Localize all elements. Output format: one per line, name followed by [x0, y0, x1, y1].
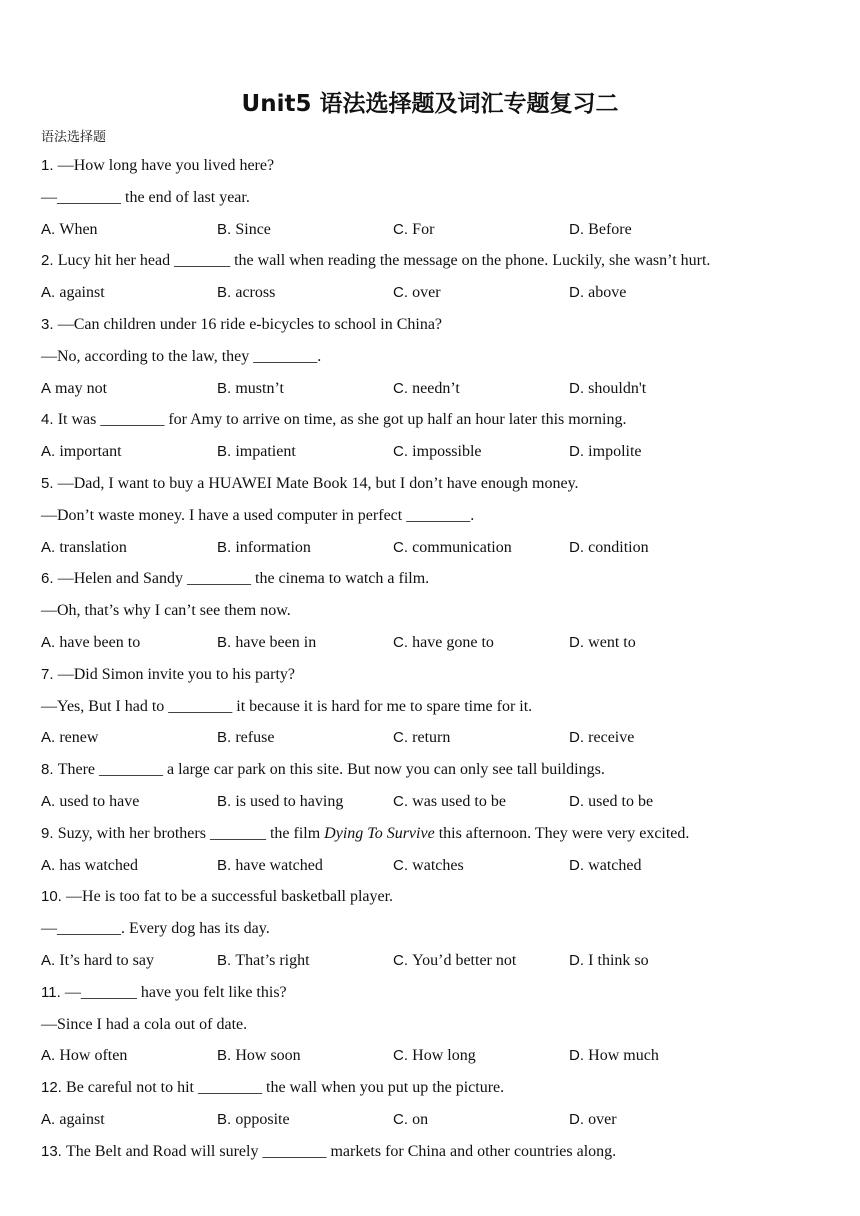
option-d-q1 — [569, 218, 632, 242]
option-letter: D. — [569, 379, 589, 397]
option-text: How soon — [235, 1047, 301, 1065]
stem-text: Suzy, with her brothers _______ the film — [57, 824, 325, 842]
option-text: have been in — [235, 634, 317, 651]
option-text: How much — [588, 1047, 659, 1065]
film-title: Dying To Survive — [324, 824, 435, 842]
question-stem-6 — [41, 567, 429, 591]
option-letter: A. — [41, 538, 60, 556]
stem-text: There ________ a large car park on this site. But now you can only see tall buildings. — [57, 761, 605, 779]
question-stem-13 — [41, 1140, 616, 1164]
stem-text: —Yes, But I had to ________ it because it is hard for me to spare time for it. — [41, 697, 533, 715]
option-d-q4 — [569, 440, 642, 464]
option-d-q6 — [569, 631, 636, 655]
option-letter: B. — [217, 1047, 236, 1065]
question-stem-8 — [41, 758, 605, 782]
option-letter: A. — [41, 793, 60, 810]
option-letter: A. — [41, 220, 60, 238]
stem-text: —________ the end of last year. — [41, 188, 250, 206]
option-d-q9 — [569, 854, 641, 878]
option-letter: D. — [569, 856, 589, 874]
option-letter: A. — [41, 729, 60, 747]
question-line-1 — [41, 186, 250, 210]
option-a-q12 — [41, 1108, 105, 1132]
option-letter: A. — [41, 952, 60, 969]
option-text: impolite — [588, 443, 642, 461]
stem-text: —Oh, that’s why I can’t see them now. — [41, 602, 291, 620]
question-stem-9 — [41, 822, 689, 846]
option-text: against — [59, 284, 105, 302]
option-a-q1 — [41, 218, 98, 242]
option-b-q4 — [217, 440, 296, 464]
question-number: 13. — [41, 1142, 67, 1160]
option-d-q7 — [569, 726, 634, 750]
option-text: receive — [588, 729, 635, 747]
option-text: on — [412, 1111, 429, 1128]
option-text: renew — [59, 729, 99, 747]
stem-text: —________. Every dog has its day. — [41, 920, 270, 938]
option-a-q11 — [41, 1044, 127, 1068]
stem-text: —How long have you lived here? — [57, 157, 275, 174]
option-c-q8 — [393, 790, 506, 814]
option-c-q1 — [393, 218, 434, 242]
question-line-10 — [41, 917, 270, 941]
question-number: 3. — [41, 316, 58, 333]
option-text: is used to having — [235, 793, 344, 810]
option-d-q3 — [569, 377, 646, 401]
option-text: For — [412, 220, 435, 238]
option-c-q12 — [393, 1108, 428, 1132]
stem-text: Be careful not to hit ________ the wall when you put up the picture. — [66, 1079, 505, 1097]
option-text: over — [412, 284, 441, 302]
option-letter: D. — [569, 634, 589, 651]
option-letter: A. — [41, 856, 60, 874]
option-letter: C. — [393, 729, 413, 747]
question-number: 2. — [41, 252, 58, 270]
option-b-q12 — [217, 1108, 290, 1132]
option-a-q3 — [41, 377, 107, 401]
question-number: 1. — [41, 157, 58, 174]
option-letter: B. — [217, 793, 236, 810]
stem-text: —No, according to the law, they ________. — [41, 347, 322, 365]
stem-text: —Helen and Sandy ________ the cinema to watch a film. — [57, 570, 430, 588]
question-stem-10 — [41, 885, 393, 909]
option-text: mustn’t — [235, 379, 284, 397]
option-letter: C. — [393, 856, 413, 874]
option-letter: C. — [393, 443, 413, 461]
option-letter: D. — [569, 538, 589, 556]
option-text: How often — [59, 1047, 128, 1065]
option-text: important — [59, 443, 122, 461]
option-text: have watched — [235, 856, 323, 874]
option-text: translation — [59, 538, 127, 556]
question-line-7 — [41, 695, 532, 719]
option-text: I think so — [588, 952, 649, 969]
option-text: needn’t — [412, 379, 460, 397]
option-letter: B. — [217, 443, 236, 461]
question-line-11 — [41, 1013, 247, 1037]
option-letter: A. — [41, 634, 60, 651]
option-letter: D. — [569, 443, 589, 461]
option-letter: D. — [569, 729, 589, 747]
option-a-q7 — [41, 726, 98, 750]
option-letter: C. — [393, 220, 413, 238]
question-stem-12 — [41, 1076, 504, 1100]
question-number: 6. — [41, 570, 58, 588]
option-letter: C. — [393, 952, 413, 969]
option-text: impatient — [235, 443, 296, 461]
option-d-q5 — [569, 536, 649, 560]
question-number: 9. — [41, 824, 58, 842]
question-number: 5. — [41, 475, 58, 492]
option-a-q8 — [41, 790, 139, 814]
option-b-q8 — [217, 790, 343, 814]
option-b-q9 — [217, 854, 323, 878]
option-text: That’s right — [235, 952, 310, 969]
option-text: You’d better not — [412, 952, 517, 969]
option-letter: B. — [217, 729, 236, 747]
option-letter: B. — [217, 284, 236, 302]
option-a-q9 — [41, 854, 138, 878]
stem-text: —Dad, I want to buy a HUAWEI Mate Book 14, but I don’t have enough money. — [57, 475, 579, 492]
question-number: 10. — [41, 888, 67, 906]
stem-text: —He is too fat to be a successful basketball player. — [66, 888, 394, 906]
option-letter: C. — [393, 1111, 413, 1128]
option-text: opposite — [235, 1111, 290, 1128]
option-b-q11 — [217, 1044, 301, 1068]
option-text: may not — [51, 379, 108, 397]
option-letter: C. — [393, 793, 413, 810]
option-letter: C. — [393, 538, 413, 556]
page-title: Unit5 语法选择题及词汇专题复习二 — [241, 91, 619, 117]
option-text: When — [59, 220, 98, 238]
option-c-q9 — [393, 854, 464, 878]
option-text: shouldn't — [588, 379, 647, 397]
question-number: 8. — [41, 761, 58, 779]
question-stem-2 — [41, 249, 710, 273]
option-c-q11 — [393, 1044, 476, 1068]
option-c-q10 — [393, 949, 516, 973]
option-text: used to be — [588, 793, 654, 810]
question-stem-4 — [41, 408, 626, 432]
option-letter: C. — [393, 284, 413, 302]
question-stem-7 — [41, 663, 295, 687]
option-b-q10 — [217, 949, 310, 973]
option-letter: C. — [393, 379, 413, 397]
option-text: over — [588, 1111, 617, 1128]
question-line-5 — [41, 504, 474, 528]
option-b-q7 — [217, 726, 274, 750]
option-letter: D. — [569, 284, 589, 302]
option-text: return — [412, 729, 451, 747]
option-text: has watched — [59, 856, 138, 874]
option-a-q6 — [41, 631, 140, 655]
option-a-q5 — [41, 536, 127, 560]
stem-text: —_______ have you felt like this? — [64, 983, 287, 1001]
option-letter: B. — [217, 952, 236, 969]
stem-text: this afternoon. They were very excited. — [434, 824, 690, 842]
option-d-q8 — [569, 790, 653, 814]
option-letter: D. — [569, 793, 589, 810]
option-text: condition — [588, 538, 649, 556]
question-stem-5 — [41, 472, 579, 496]
option-c-q7 — [393, 726, 450, 750]
option-letter: B. — [217, 379, 236, 397]
question-number: 4. — [41, 411, 58, 429]
option-text: have gone to — [412, 634, 494, 651]
option-text: used to have — [59, 793, 140, 810]
option-a-q2 — [41, 281, 105, 305]
stem-text: Lucy hit her head _______ the wall when reading the message on the phone. Luckily, she wasn’t hurt. — [57, 252, 711, 270]
option-d-q2 — [569, 281, 626, 305]
option-c-q5 — [393, 536, 512, 560]
option-b-q1 — [217, 218, 271, 242]
stem-text: It was ________ for Amy to arrive on time, as she got up half an hour later this morning. — [57, 411, 627, 429]
question-line-6 — [41, 599, 291, 623]
option-letter: A. — [41, 1047, 60, 1065]
option-letter: B. — [217, 1111, 236, 1128]
option-letter: B. — [217, 634, 236, 651]
option-letter: B. — [217, 220, 236, 238]
section-label: 语法选择题 — [41, 130, 107, 145]
question-stem-3 — [41, 313, 442, 337]
option-a-q10 — [41, 949, 154, 973]
option-text: How long — [412, 1047, 476, 1065]
option-b-q6 — [217, 631, 316, 655]
option-text: Since — [235, 220, 271, 238]
option-d-q11 — [569, 1044, 659, 1068]
option-letter: A. — [41, 284, 60, 302]
option-text: impossible — [412, 443, 482, 461]
stem-text: —Did Simon invite you to his party? — [57, 665, 296, 683]
option-b-q2 — [217, 281, 275, 305]
question-stem-11 — [41, 981, 287, 1005]
option-letter: A — [41, 379, 52, 397]
stem-text: The Belt and Road will surely ________ markets for China and other countries along. — [66, 1142, 617, 1160]
stem-text: —Don’t waste money. I have a used computer in perfect ________. — [41, 506, 475, 524]
option-a-q4 — [41, 440, 122, 464]
option-text: Before — [588, 220, 632, 238]
question-number: 12. — [41, 1079, 67, 1097]
option-d-q10 — [569, 949, 649, 973]
option-letter: A. — [41, 1111, 60, 1128]
option-text: It’s hard to say — [59, 952, 154, 969]
option-b-q5 — [217, 536, 311, 560]
option-letter: D. — [569, 1047, 589, 1065]
option-text: went to — [588, 634, 636, 651]
option-text: above — [588, 284, 627, 302]
option-letter: C. — [393, 1047, 413, 1065]
option-d-q12 — [569, 1108, 617, 1132]
option-letter: B. — [217, 856, 236, 874]
option-b-q3 — [217, 377, 284, 401]
option-text: have been to — [59, 634, 141, 651]
option-letter: D. — [569, 952, 589, 969]
question-line-3 — [41, 345, 321, 369]
option-text: against — [59, 1111, 105, 1128]
option-letter: C. — [393, 634, 413, 651]
option-letter: B. — [217, 538, 236, 556]
stem-text: —Can children under 16 ride e-bicycles to school in China? — [57, 316, 443, 333]
question-number: 7. — [41, 665, 58, 683]
option-c-q3 — [393, 377, 460, 401]
option-text: refuse — [235, 729, 275, 747]
stem-text: —Since I had a cola out of date. — [41, 1015, 248, 1033]
option-text: watches — [412, 856, 464, 874]
option-c-q6 — [393, 631, 494, 655]
option-text: communication — [412, 538, 512, 556]
option-letter: D. — [569, 1111, 589, 1128]
option-text: information — [235, 538, 311, 556]
option-text: watched — [588, 856, 642, 874]
option-text: across — [235, 284, 276, 302]
option-letter: D. — [569, 220, 589, 238]
option-text: was used to be — [412, 793, 506, 810]
option-c-q2 — [393, 281, 441, 305]
option-c-q4 — [393, 440, 482, 464]
option-letter: A. — [41, 443, 60, 461]
question-number: 11. — [41, 983, 65, 1001]
question-stem-1 — [41, 154, 274, 178]
